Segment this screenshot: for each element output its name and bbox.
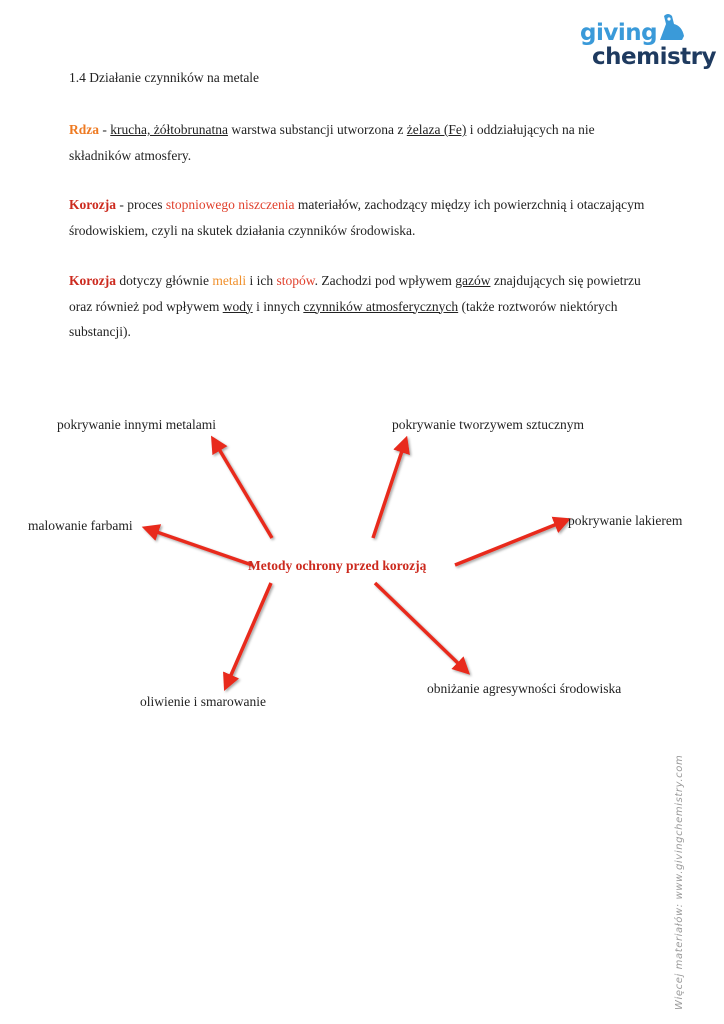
method-label-farbami: malowanie farbami	[28, 518, 133, 533]
term-korozja: Korozja	[69, 197, 116, 212]
term-rdza: Rdza	[69, 122, 99, 137]
arrow-to-lakierem	[455, 522, 562, 565]
arrow-to-tworzywem	[373, 445, 404, 538]
logo-word-giving: giving	[580, 20, 658, 46]
paragraph-korozja-definition: Korozja - proces stopniowego niszczenia materiałów, zachodzący między ich powierzchnią i otaczającym środowiskiem, czyli na skutek działania czynników środowiska.	[69, 197, 645, 238]
term-korozja: Korozja	[69, 273, 116, 288]
vertical-website-note: Więcej materiałów: www.givingchemistry.com	[674, 754, 685, 1010]
method-label-metalami: pokrywanie innymi metalami	[57, 417, 216, 432]
arrow-to-obnizanie	[375, 583, 463, 668]
section-heading: 1.4 Działanie czynników na metale	[69, 70, 260, 85]
method-label-lakierem: pokrywanie lakierem	[568, 513, 683, 528]
arrow-to-metalami	[216, 444, 272, 538]
arrow-to-oliwienie	[228, 583, 271, 682]
arrow-to-farbami	[151, 530, 252, 565]
diagram-center-label: Metody ochrony przed korozją	[248, 558, 427, 573]
method-label-tworzywem: pokrywanie tworzywem sztucznym	[392, 417, 584, 432]
method-label-obnizanie: obniżanie agresywności środowiska	[427, 681, 622, 696]
logo-word-chemistry: chemistry	[592, 44, 716, 70]
paragraph-korozja-details: Korozja dotyczy głównie metali i ich stopów. Zachodzi pod wpływem gazów znajdujących się powietrzu oraz również pod wpływem wody i innych czynników atmosferycznych (także roztworów niektórych substancji).	[69, 273, 641, 339]
paragraph-rdza: Rdza - krucha, żółtobrunatna warstwa substancji utworzona z żelaza (Fe) i oddziałujących na nie składników atmosfery.	[69, 122, 595, 163]
method-label-oliwienie: oliwienie i smarowanie	[140, 694, 266, 709]
